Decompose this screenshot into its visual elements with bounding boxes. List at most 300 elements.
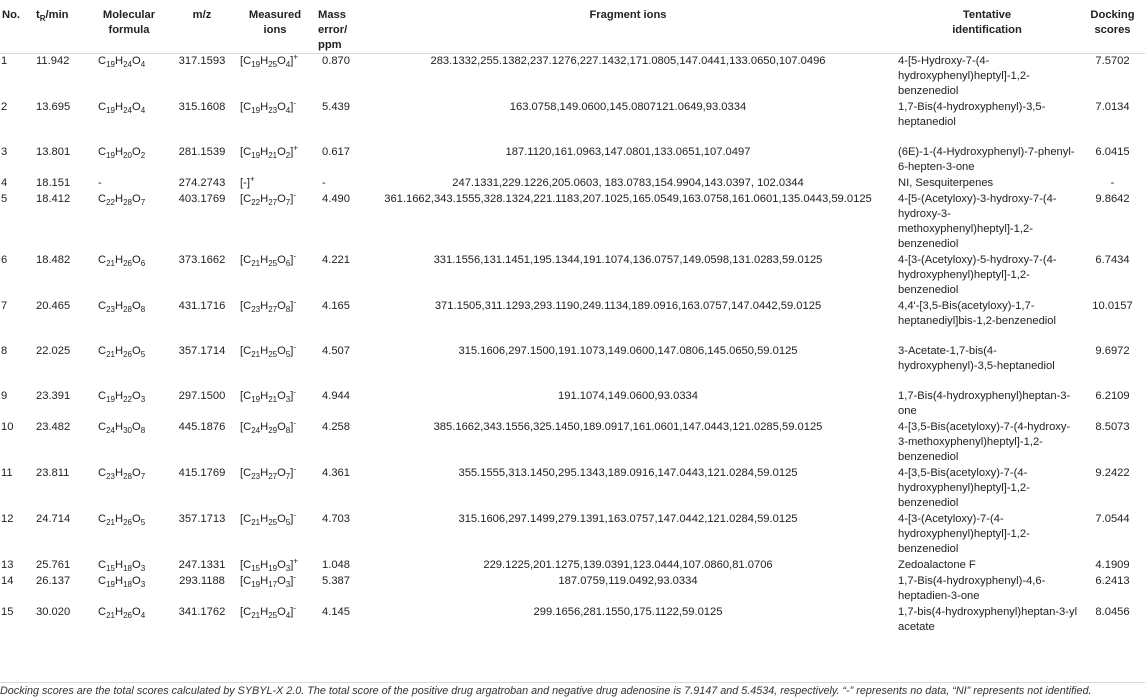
cell-fragment-ions: 371.1505,311.1293,293.1190,249.1134,189.0916,163.0757,147.0442,59.0125 — [434, 300, 822, 312]
cell-fragment-ions: 315.1606,297.1500,191.1073,149.0600,147.0806,145.0650,59.0125 — [458, 345, 798, 357]
cell-retention-time: 26.137 — [36, 575, 71, 587]
cell-no: 15 — [1, 606, 14, 618]
formula-count: 7 — [285, 472, 291, 482]
formula-element: O — [277, 606, 286, 618]
formula-element: H — [260, 254, 269, 266]
cell-fragment-ions: 315.1606,297.1499,279.1391,163.0757,147.0442,121.0284,59.0125 — [458, 513, 798, 525]
formula-element: H — [260, 606, 269, 618]
formula-element: O — [132, 254, 141, 266]
cell-mass-error: 4.490 — [322, 193, 350, 205]
cell-mass-error: 4.258 — [322, 421, 350, 433]
cell-identification: 4-[3-(Acetyloxy)-5-hydroxy-7-(4-hydroxyphenyl)heptyl]-1,2-benzenediol — [898, 254, 1057, 296]
table-row — [0, 557, 1145, 573]
ion-charge: - — [293, 603, 297, 613]
cell-docking-score: - — [1110, 177, 1115, 189]
cell-retention-time: 22.025 — [36, 345, 71, 357]
table-row — [0, 343, 1145, 388]
formula-element: O — [132, 55, 141, 67]
cell-measured-ion — [234, 298, 316, 343]
formula-element: [C — [240, 559, 252, 571]
formula-element: H — [260, 390, 269, 402]
cell-no: 10 — [1, 421, 14, 433]
cell-mz: 445.1876 — [178, 421, 226, 433]
formula-count: 25 — [268, 259, 278, 269]
ion-charge: + — [293, 143, 299, 153]
cell-retention-time: 30.020 — [36, 606, 71, 618]
formula-element: O — [277, 101, 286, 113]
cell-molecular-formula — [88, 419, 170, 465]
cell-docking-score: 8.5073 — [1095, 421, 1130, 433]
ion-charge: + — [293, 556, 299, 566]
cell-mass-error: - — [322, 177, 326, 189]
cell-identification: 1,7-Bis(4-hydroxyphenyl)-4,6-heptadien-3-one — [898, 575, 1046, 602]
cell-mz: 317.1593 — [178, 55, 226, 67]
formula-count: 19 — [106, 580, 115, 590]
cell-molecular-formula — [88, 388, 170, 419]
formula-element: [C — [240, 146, 252, 158]
bracket-close: ] — [290, 390, 294, 402]
formula-count: 4 — [140, 611, 146, 621]
cell-measured-ion — [234, 144, 316, 175]
cell-retention-time: 18.412 — [36, 193, 71, 205]
cell-no: 5 — [1, 193, 8, 205]
formula-element: H — [260, 300, 269, 312]
formula-element: H — [115, 559, 124, 571]
formula-element: O — [132, 390, 141, 402]
formula-element: H — [115, 345, 124, 357]
cell-identification: 4-[3,5-Bis(acetyloxy)-7-(4-hydroxy-3-methoxyphenyl)heptyl]-1,2-benzenediol — [898, 421, 1071, 463]
cell-measured-ion — [234, 419, 316, 465]
cell-fragment-ions: 331.1556,131.1451,195.1344,191.1074,136.0757,149.0598,131.0283,59.0125 — [433, 254, 823, 266]
formula-count: 19 — [106, 106, 115, 116]
formula-count: 26 — [123, 611, 132, 621]
cell-retention-time: 25.761 — [36, 559, 71, 571]
header-measured-ions: Measured ions — [234, 0, 316, 54]
header-retention-time: $t_R/\min$ — [26, 0, 88, 54]
formula-element: C — [98, 575, 107, 587]
cell-measured-ion — [234, 388, 316, 419]
header-no: No. — [0, 0, 26, 54]
formula-count: 21 — [106, 350, 115, 360]
formula-element: H — [260, 559, 269, 571]
formula-element: H — [260, 55, 269, 67]
formula-count: 23 — [106, 472, 115, 482]
formula-count: 21 — [106, 259, 115, 269]
table-row — [0, 298, 1145, 343]
formula-count: 27 — [268, 472, 278, 482]
formula-element: [C — [240, 345, 252, 357]
bracket-close: ] — [290, 345, 294, 357]
bracket-close: ] — [290, 513, 294, 525]
formula-count: 19 — [106, 395, 115, 405]
ion-charge: - — [293, 190, 297, 200]
ion-charge: - — [293, 251, 297, 261]
formula-count: 7 — [140, 472, 146, 482]
formula-element: [C — [240, 390, 252, 402]
formula-count: 3 — [140, 564, 146, 574]
cell-docking-score: 7.0134 — [1095, 101, 1130, 113]
ion-charge: - — [293, 387, 297, 397]
cell-no: 2 — [1, 101, 8, 113]
formula-count: 3 — [285, 395, 291, 405]
formula-count: 27 — [268, 305, 278, 315]
formula-count: 23 — [251, 305, 261, 315]
cell-fragment-ions: 247.1331,229.1226,205.0603, 183.0783,154.9904,143.0397, 102.0344 — [452, 177, 804, 189]
formula-element: C — [98, 101, 107, 113]
formula-element: H — [115, 146, 124, 158]
cell-docking-score: 9.6972 — [1095, 345, 1130, 357]
formula-element: C — [98, 513, 107, 525]
formula-element: C — [98, 146, 107, 158]
formula-element: [C — [240, 193, 252, 205]
formula-element: [C — [240, 467, 252, 479]
cell-mz: 373.1662 — [178, 254, 226, 266]
formula-count: 26 — [123, 259, 132, 269]
formula-element: H — [115, 300, 124, 312]
cell-no: 1 — [1, 55, 8, 67]
bracket-close: ] — [290, 421, 294, 433]
bracket-close: ] — [290, 254, 294, 266]
cell-no: 14 — [1, 575, 14, 587]
cell-mass-error: 0.870 — [322, 55, 350, 67]
formula-count: 21 — [251, 350, 261, 360]
formula-element: O — [132, 193, 141, 205]
cell-measured-ion — [234, 191, 316, 252]
cell-mz: 281.1539 — [178, 146, 226, 158]
formula-count: 21 — [251, 611, 261, 621]
table-row — [0, 604, 1145, 635]
ion-charge: - — [293, 510, 297, 520]
ion-charge: - — [293, 342, 297, 352]
formula-element: O — [277, 146, 286, 158]
formula-element: [C — [240, 254, 252, 266]
ion-charge: - — [293, 572, 297, 582]
cell-molecular-formula — [88, 343, 170, 388]
cell-mz: 415.1769 — [178, 467, 226, 479]
cell-mass-error: 5.387 — [322, 575, 350, 587]
cell-docking-score: 9.2422 — [1095, 467, 1130, 479]
table-row — [0, 465, 1145, 511]
formula-element: O — [132, 345, 141, 357]
formula-count: 4 — [285, 60, 291, 70]
cell-mass-error: 0.617 — [322, 146, 350, 158]
cell-identification: (6E)-1-(4-Hydroxyphenyl)-7-phenyl-6-hepten-3-one — [898, 146, 1075, 173]
formula-count: 7 — [140, 198, 146, 208]
formula-element: H — [115, 55, 124, 67]
cell-retention-time: 20.465 — [36, 300, 71, 312]
formula-count: 27 — [268, 198, 278, 208]
cell-no: 3 — [1, 146, 8, 158]
header-tentative-identification: Tentative identification — [894, 0, 1080, 54]
formula-element: H — [260, 146, 269, 158]
formula-count: 6 — [285, 259, 291, 269]
formula-count: 4 — [285, 106, 291, 116]
formula-count: 19 — [251, 580, 261, 590]
cell-identification: 1,7-Bis(4-hydroxyphenyl)heptan-3-one — [898, 390, 1071, 417]
formula-count: 23 — [251, 472, 261, 482]
cell-identification: 4,4'-[3,5-Bis(acetyloxy)-1,7-heptanediyl]bis-1,2-benzenediol — [898, 300, 1056, 327]
formula-element: H — [115, 467, 124, 479]
formula-element: O — [277, 345, 286, 357]
formula-element: O — [132, 559, 141, 571]
cell-mz: 403.1769 — [178, 193, 226, 205]
formula-count: 21 — [251, 259, 261, 269]
cell-mass-error: 5.439 — [322, 101, 350, 113]
cell-molecular-formula — [88, 99, 170, 144]
formula-count: 21 — [268, 151, 278, 161]
cell-fragment-ions: 163.0758,149.0600,145.0807121.0649,93.0334 — [509, 101, 747, 113]
cell-molecular-formula — [88, 573, 170, 604]
bracket-close: ] — [290, 55, 294, 67]
table-row — [0, 191, 1145, 252]
cell-retention-time: 18.482 — [36, 254, 71, 266]
table-row — [0, 511, 1145, 557]
formula-count: 3 — [285, 580, 291, 590]
formula-element: [C — [240, 513, 252, 525]
bracket-close: ] — [290, 606, 294, 618]
formula-count: 5 — [285, 518, 291, 528]
formula-element: O — [132, 575, 141, 587]
cell-molecular-formula — [88, 465, 170, 511]
formula-count: 25 — [268, 60, 278, 70]
formula-count: 24 — [106, 426, 115, 436]
formula-count: 19 — [251, 60, 261, 70]
cell-retention-time: 23.811 — [36, 467, 70, 479]
bracket-close: ] — [290, 467, 294, 479]
cell-docking-score: 7.0544 — [1095, 513, 1130, 525]
formula-count: 4 — [285, 611, 291, 621]
cell-mass-error: 4.361 — [322, 467, 350, 479]
formula-element: O — [132, 146, 141, 158]
formula-element: H — [260, 513, 269, 525]
formula-element: H — [115, 575, 124, 587]
formula-element: O — [277, 300, 286, 312]
header-fragment-ions: Fragment ions — [362, 0, 894, 54]
formula-element: [C — [240, 421, 252, 433]
formula-element: O — [277, 55, 286, 67]
formula-count: 4 — [140, 106, 146, 116]
cell-mass-error: 1.048 — [322, 559, 350, 571]
cell-measured-ion — [234, 511, 316, 557]
cell-fragment-ions: 361.1662,343.1555,328.1324,221.1183,207.1025,165.0549,163.0758,161.0601,135.0443,59.0125 — [384, 193, 872, 205]
cell-measured-ion — [234, 604, 316, 635]
formula-count: 19 — [268, 564, 278, 574]
formula-count: 17 — [268, 580, 278, 590]
cell-no: 11 — [1, 467, 13, 479]
cell-mz: 297.1500 — [178, 390, 226, 402]
formula-count: 23 — [106, 305, 115, 315]
formula-count: 21 — [251, 518, 261, 528]
table-row — [0, 419, 1145, 465]
bracket-close: ] — [290, 101, 294, 113]
cell-retention-time: 23.482 — [36, 421, 71, 433]
ion-charge: + — [293, 52, 299, 62]
ion-charge: + — [249, 174, 255, 184]
ion-text: [-] — [240, 177, 250, 189]
cell-mass-error: 4.703 — [322, 513, 350, 525]
formula-count: 22 — [251, 198, 261, 208]
cell-retention-time: 23.391 — [36, 390, 71, 402]
formula-count: 8 — [140, 426, 146, 436]
formula-count: 25 — [268, 350, 278, 360]
cell-mass-error: 4.944 — [322, 390, 350, 402]
cell-docking-score: 8.0456 — [1095, 606, 1130, 618]
table-row — [0, 388, 1145, 419]
cell-identification: 3-Acetate-1,7-bis(4-hydroxyphenyl)-3,5-heptanediol — [898, 345, 1055, 372]
table-row — [0, 144, 1145, 175]
formula-count: 28 — [123, 305, 132, 315]
cell-identification: 1,7-Bis(4-hydroxyphenyl)-3,5-heptanediol — [898, 101, 1046, 128]
formula-count: 21 — [268, 395, 278, 405]
ion-charge: - — [293, 464, 297, 474]
formula-element: O — [277, 575, 286, 587]
formula-element: C — [98, 390, 107, 402]
cell-molecular-formula — [88, 557, 170, 573]
formula-count: 19 — [106, 151, 115, 161]
cell-mz: 274.2743 — [178, 177, 226, 189]
cell-no: 9 — [1, 390, 8, 402]
table-footnote: Docking scores are the total scores calculated by SYBYL-X 2.0. The total score of the positive drug argatroban and negative drug adenosine is 7.9147 and 5.4534, respectively. “-” represents no data, “NI” represents not identified. — [0, 682, 1145, 697]
bracket-close: ] — [290, 575, 294, 587]
formula-count: 15 — [106, 564, 115, 574]
cell-fragment-ions: 187.1120,161.0963,147.0801,133.0651,107.0497 — [505, 146, 751, 158]
formula-count: 30 — [123, 426, 132, 436]
formula-count: 26 — [123, 350, 132, 360]
cell-mass-error: 4.221 — [322, 254, 350, 266]
cell-molecular-formula — [88, 54, 170, 100]
header-docking-scores: Docking scores — [1080, 0, 1145, 54]
formula-count: 3 — [140, 580, 146, 590]
cell-measured-ion — [234, 54, 316, 100]
cell-identification: Zedoalactone F — [898, 559, 976, 571]
formula-element: O — [277, 390, 286, 402]
formula-count: 8 — [285, 305, 291, 315]
cell-fragment-ions: 299.1656,281.1550,175.1122,59.0125 — [533, 606, 723, 618]
formula-element: O — [277, 467, 286, 479]
formula-count: 2 — [285, 151, 291, 161]
cell-no: 8 — [1, 345, 8, 357]
cell-no: 6 — [1, 254, 8, 266]
formula-element: H — [115, 606, 124, 618]
ion-charge: - — [293, 418, 297, 428]
formula-element: H — [260, 101, 269, 113]
cell-docking-score: 6.0415 — [1095, 146, 1130, 158]
formula-element: [C — [240, 300, 252, 312]
formula-element: H — [260, 575, 269, 587]
cell-identification: 4-[3,5-Bis(acetyloxy)-7-(4-hydroxyphenyl)heptyl]-1,2-benzenediol — [898, 467, 1030, 509]
formula-count: 5 — [140, 518, 146, 528]
formula-element: O — [132, 421, 141, 433]
cell-docking-score: 9.8642 — [1095, 193, 1130, 205]
bracket-close: ] — [290, 193, 294, 205]
header-mass-error: Mass error/ ppm — [316, 0, 362, 54]
formula-count: 19 — [251, 106, 261, 116]
cell-molecular-formula — [88, 511, 170, 557]
formula-count: 19 — [106, 60, 115, 70]
cell-identification: 1,7-bis(4-hydroxyphenyl)heptan-3-yl acetate — [898, 606, 1078, 633]
formula-count: 18 — [123, 564, 132, 574]
cell-retention-time: 13.801 — [36, 146, 71, 158]
formula-element: O — [277, 559, 286, 571]
cell-no: 7 — [1, 300, 8, 312]
formula-count: 18 — [123, 580, 132, 590]
formula-element: O — [277, 513, 286, 525]
formula-count: 5 — [285, 350, 291, 360]
formula-count: 25 — [268, 611, 278, 621]
formula-count: 3 — [140, 395, 146, 405]
formula-element: O — [132, 467, 141, 479]
cell-docking-score: 4.1909 — [1095, 559, 1130, 571]
formula-element: H — [115, 101, 124, 113]
cell-molecular-formula — [88, 604, 170, 635]
formula-count: 28 — [123, 198, 132, 208]
formula-element: O — [277, 421, 286, 433]
formula-element: O — [277, 254, 286, 266]
cell-mz: 247.1331 — [178, 559, 226, 571]
cell-identification: NI, Sesquiterpenes — [898, 177, 994, 189]
cell-no: 12 — [1, 513, 14, 525]
cell-molecular-formula — [88, 298, 170, 343]
formula-count: 22 — [106, 198, 115, 208]
cell-mz: 293.1188 — [179, 575, 225, 587]
cell-docking-score: 7.5702 — [1095, 55, 1130, 67]
formula-element: C — [98, 55, 107, 67]
cell-docking-score: 6.2109 — [1095, 390, 1130, 402]
table-row — [0, 175, 1145, 191]
formula-count: 24 — [251, 426, 261, 436]
cell-measured-ion — [234, 465, 316, 511]
formula-element: H — [115, 193, 124, 205]
cell-docking-score: 6.2413 — [1095, 575, 1130, 587]
formula-element: O — [277, 193, 286, 205]
formula-element: O — [132, 606, 141, 618]
cell-no: 4 — [1, 177, 8, 189]
formula-count: 15 — [251, 564, 261, 574]
cell-molecular-formula — [88, 144, 170, 175]
cell-mass-error: 4.507 — [322, 345, 350, 357]
cell-identification: 4-[5-(Acetyloxy)-3-hydroxy-7-(4-hydroxy-3-methoxyphenyl)heptyl]-1,2-benzenediol — [898, 193, 1057, 250]
cell-retention-time: 24.714 — [36, 513, 71, 525]
formula-element: O — [132, 513, 141, 525]
cell-measured-ion — [234, 252, 316, 298]
formula-element: H — [260, 345, 269, 357]
formula-count: 19 — [251, 151, 261, 161]
cell-fragment-ions: 187.0759,119.0492,93.0334 — [558, 575, 698, 587]
cell-measured-ion — [234, 343, 316, 388]
formula-element: C — [98, 606, 107, 618]
formula-count: 26 — [123, 518, 132, 528]
table-row — [0, 54, 1145, 100]
formula-count: 25 — [268, 518, 278, 528]
formula-element: H — [115, 254, 124, 266]
formula-element: C — [98, 467, 107, 479]
table-row — [0, 573, 1145, 604]
formula-count: 29 — [268, 426, 278, 436]
formula-count: 20 — [123, 151, 132, 161]
formula-count: 4 — [140, 60, 146, 70]
cell-fragment-ions: 385.1662,343.1556,325.1450,189.0917,161.0601,147.0443,121.0285,59.0125 — [433, 421, 823, 433]
table-row — [0, 99, 1145, 144]
bracket-close: ] — [290, 146, 294, 158]
cell-mz: 341.1762 — [178, 606, 226, 618]
header-row — [0, 0, 1145, 54]
formula-element: C — [98, 559, 107, 571]
formula-element: C — [98, 254, 107, 266]
cell-mz: 357.1714 — [178, 345, 226, 357]
formula-count: 8 — [285, 426, 291, 436]
formula-count: 28 — [123, 472, 132, 482]
cell-docking-score: 10.0157 — [1092, 300, 1133, 312]
